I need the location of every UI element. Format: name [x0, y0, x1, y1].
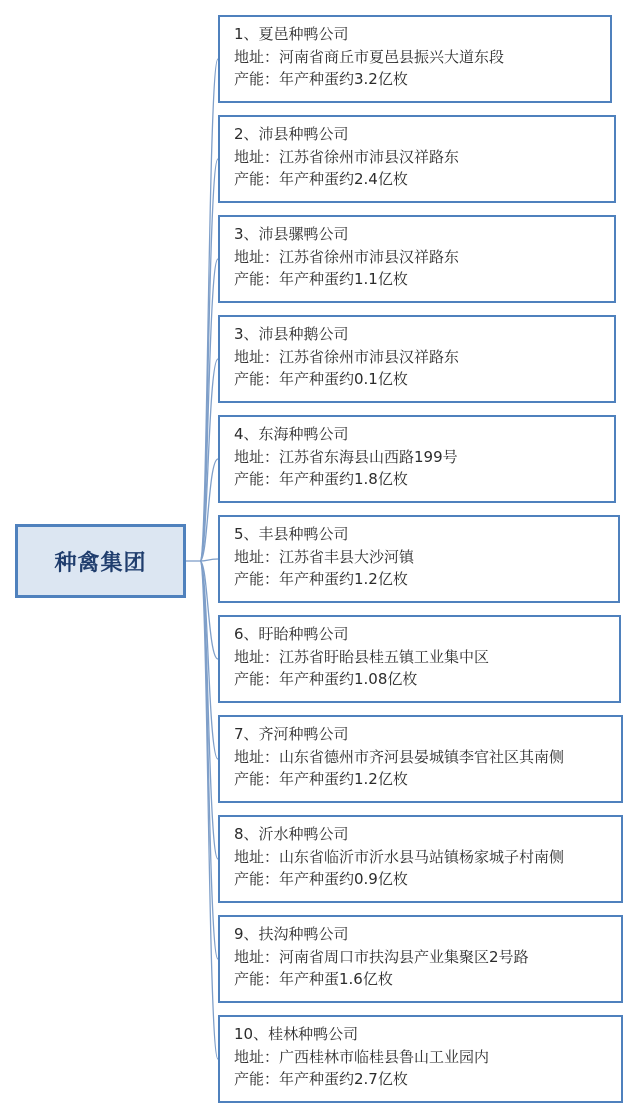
company-node-4	[218, 315, 616, 403]
company-name: 10、桂林种鸭公司	[234, 1025, 359, 1043]
company-name: 6、盱眙种鸭公司	[234, 625, 349, 643]
company-address: 地址：江苏省徐州市沛县汉祥路东	[234, 247, 460, 266]
company-capacity: 产能：年产种蛋约1.2亿枚	[234, 570, 408, 588]
company-name: 3、沛县种鹅公司	[234, 325, 349, 343]
company-node-1	[218, 15, 612, 103]
company-address: 地址：江苏省徐州市沛县汉祥路东	[234, 147, 460, 166]
company-node-5	[218, 415, 616, 503]
company-address: 地址：江苏省徐州市沛县汉祥路东	[234, 347, 460, 366]
company-node-11	[218, 1015, 623, 1103]
company-name: 3、沛县骡鸭公司	[234, 225, 349, 243]
company-node-7	[218, 615, 621, 703]
root-label: 种禽集团	[54, 550, 147, 576]
company-capacity: 产能：年产种蛋约0.9亿枚	[234, 870, 408, 888]
company-node-8	[218, 715, 623, 803]
company-address: 地址：河南省周口市扶沟县产业集聚区2号路	[234, 947, 529, 966]
company-name: 2、沛县种鸭公司	[234, 125, 349, 143]
company-capacity: 产能：年产种蛋1.6亿枚	[234, 970, 393, 988]
company-address: 地址：河南省商丘市夏邑县振兴大道东段	[234, 47, 505, 66]
company-address: 地址：山东省临沂市沂水县马站镇杨家城子村南侧	[234, 847, 565, 866]
company-node-6	[218, 515, 620, 603]
company-address: 地址：江苏省东海县山西路199号	[234, 447, 458, 466]
root-node	[15, 524, 186, 598]
company-address: 地址：山东省德州市齐河县晏城镇李官社区其南侧	[234, 747, 565, 766]
company-name: 8、沂水种鸭公司	[234, 825, 349, 843]
company-capacity: 产能：年产种蛋约1.08亿枚	[234, 670, 418, 688]
company-capacity: 产能：年产种蛋约2.7亿枚	[234, 1070, 408, 1088]
company-address: 地址：广西桂林市临桂县鲁山工业园内	[234, 1047, 490, 1066]
company-name: 7、齐河种鸭公司	[234, 725, 349, 743]
company-address: 地址：江苏省丰县大沙河镇	[234, 547, 415, 566]
company-name: 4、东海种鸭公司	[234, 425, 349, 443]
company-address: 地址：江苏省盱眙县桂五镇工业集中区	[234, 647, 490, 666]
company-node-2	[218, 115, 616, 203]
company-capacity: 产能：年产种蛋约1.8亿枚	[234, 470, 408, 488]
company-node-3	[218, 215, 616, 303]
company-capacity: 产能：年产种蛋约1.1亿枚	[234, 270, 408, 288]
company-name: 1、夏邑种鸭公司	[234, 25, 349, 43]
company-node-9	[218, 815, 623, 903]
company-name: 5、丰县种鸭公司	[234, 525, 349, 543]
company-node-10	[218, 915, 623, 1003]
company-capacity: 产能：年产种蛋约1.2亿枚	[234, 770, 408, 788]
company-capacity: 产能：年产种蛋约2.4亿枚	[234, 170, 408, 188]
company-capacity: 产能：年产种蛋约3.2亿枚	[234, 70, 408, 88]
company-capacity: 产能：年产种蛋约0.1亿枚	[234, 370, 408, 388]
company-name: 9、扶沟种鸭公司	[234, 925, 349, 943]
